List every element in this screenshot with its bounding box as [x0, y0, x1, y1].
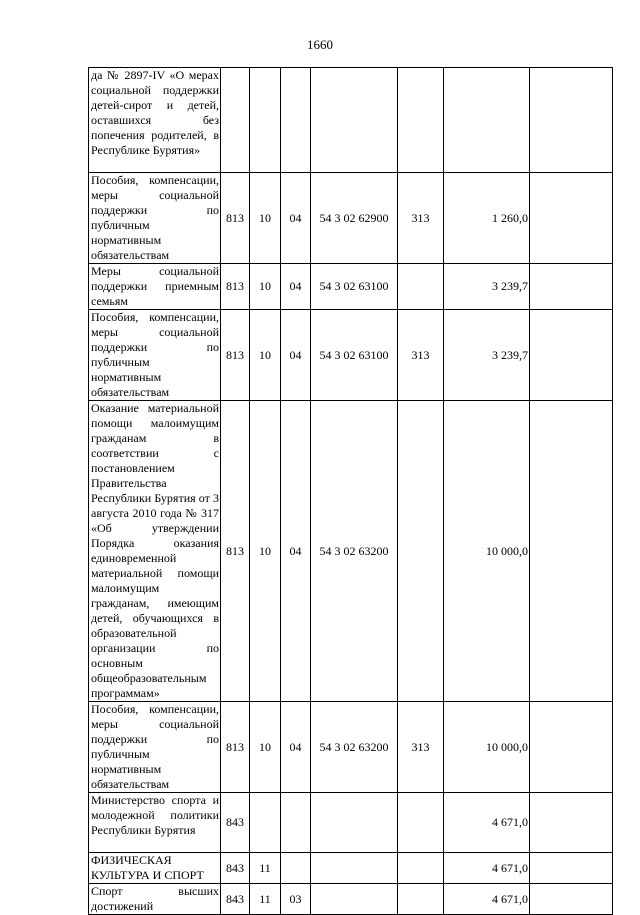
cell-amount: 1 260,0: [444, 173, 530, 264]
cell-expense-type: [398, 68, 444, 173]
table-row: [89, 264, 613, 310]
cell-ministry-code: 843: [221, 853, 250, 884]
cell-section: 11: [250, 853, 281, 884]
cell-target-article: [311, 793, 398, 853]
cell-amount: 4 671,0: [444, 853, 530, 884]
budget-table: [88, 67, 613, 915]
cell-expense-type: [398, 401, 444, 702]
cell-description: Министерство спорта и молодежной политики Республики Бурятия: [89, 793, 221, 853]
cell-section: 10: [250, 401, 281, 702]
cell-subsection: [281, 853, 311, 884]
cell-empty: [530, 702, 613, 793]
cell-target-article: 54 3 02 63200: [311, 702, 398, 793]
cell-amount: 10 000,0: [444, 401, 530, 702]
cell-target-article: [311, 853, 398, 884]
cell-ministry-code: 813: [221, 173, 250, 264]
cell-section: [250, 793, 281, 853]
cell-subsection: [281, 68, 311, 173]
cell-description: да № 2897-IV «О мерах социальной поддержки детей-сирот и детей, оставшихся без попечения родителей, в Республике Бурятия»: [89, 68, 221, 173]
budget-table-body: [89, 68, 613, 915]
cell-expense-type: [398, 793, 444, 853]
cell-ministry-code: 813: [221, 401, 250, 702]
table-row: [89, 401, 613, 702]
cell-description: Спорт высших достижений: [89, 884, 221, 915]
cell-section: 10: [250, 310, 281, 401]
cell-description: Меры социальной поддержки приемным семьям: [89, 264, 221, 310]
cell-target-article: [311, 884, 398, 915]
table-row: [89, 793, 613, 853]
cell-description: Пособия, компенсации, меры социальной поддержки по публичным нормативным обязательствам: [89, 173, 221, 264]
cell-expense-type: 313: [398, 702, 444, 793]
cell-amount: 10 000,0: [444, 702, 530, 793]
cell-section: 10: [250, 173, 281, 264]
cell-subsection: [281, 793, 311, 853]
cell-section: 11: [250, 884, 281, 915]
table-row: [89, 884, 613, 915]
cell-section: 10: [250, 264, 281, 310]
table-row: [89, 310, 613, 401]
cell-ministry-code: 843: [221, 793, 250, 853]
cell-subsection: 04: [281, 310, 311, 401]
cell-target-article: 54 3 02 62900: [311, 173, 398, 264]
cell-ministry-code: 813: [221, 310, 250, 401]
cell-ministry-code: 843: [221, 884, 250, 915]
cell-empty: [530, 853, 613, 884]
cell-amount: [444, 68, 530, 173]
cell-section: [250, 68, 281, 173]
table-row: [89, 173, 613, 264]
cell-empty: [530, 401, 613, 702]
cell-expense-type: [398, 264, 444, 310]
cell-expense-type: 313: [398, 310, 444, 401]
page-number: 1660: [307, 37, 333, 52]
cell-expense-type: [398, 884, 444, 915]
cell-subsection: 04: [281, 173, 311, 264]
cell-empty: [530, 264, 613, 310]
cell-description: ФИЗИЧЕСКАЯ КУЛЬТУРА И СПОРТ: [89, 853, 221, 884]
cell-target-article: 54 3 02 63100: [311, 310, 398, 401]
cell-empty: [530, 68, 613, 173]
cell-ministry-code: [221, 68, 250, 173]
cell-amount: 4 671,0: [444, 884, 530, 915]
cell-empty: [530, 310, 613, 401]
cell-target-article: 54 3 02 63200: [311, 401, 398, 702]
cell-subsection: 04: [281, 702, 311, 793]
cell-subsection: 03: [281, 884, 311, 915]
cell-amount: 4 671,0: [444, 793, 530, 853]
cell-empty: [530, 793, 613, 853]
table-row: [89, 702, 613, 793]
cell-expense-type: 313: [398, 173, 444, 264]
cell-amount: 3 239,7: [444, 264, 530, 310]
cell-description: Пособия, компенсации, меры социальной поддержки по публичным нормативным обязательствам: [89, 702, 221, 793]
cell-section: 10: [250, 702, 281, 793]
table-row: [89, 853, 613, 884]
cell-description: Оказание материальной помощи малоимущим гражданам в соответствии с постановлением Правительства Республики Бурятия от 3 августа 2010 года № 317 «Об утверждении Порядка оказания единовременной материальной помощи малоимущим гражданам, имеющим детей, обучающихся в образовательной организации по основным общеобразовательным программам»: [89, 401, 221, 702]
cell-expense-type: [398, 853, 444, 884]
cell-subsection: 04: [281, 401, 311, 702]
cell-amount: 3 239,7: [444, 310, 530, 401]
cell-empty: [530, 173, 613, 264]
cell-ministry-code: 813: [221, 702, 250, 793]
table-row: [89, 68, 613, 173]
cell-target-article: 54 3 02 63100: [311, 264, 398, 310]
cell-subsection: 04: [281, 264, 311, 310]
cell-ministry-code: 813: [221, 264, 250, 310]
cell-empty: [530, 884, 613, 915]
cell-target-article: [311, 68, 398, 173]
cell-description: Пособия, компенсации, меры социальной поддержки по публичным нормативным обязательствам: [89, 310, 221, 401]
